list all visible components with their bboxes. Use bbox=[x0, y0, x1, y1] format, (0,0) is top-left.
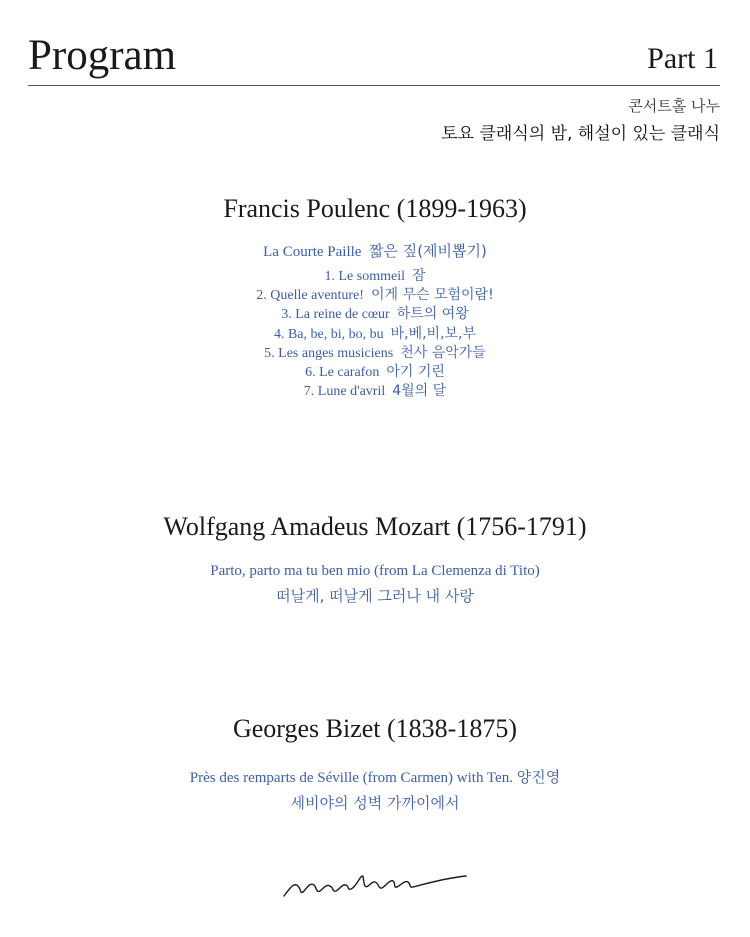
composer-name: Francis Poulenc (1899-1963) bbox=[223, 194, 527, 223]
movement-item bbox=[0, 267, 750, 286]
movement-item bbox=[0, 286, 750, 305]
movement-title: 6. Le carafon bbox=[305, 365, 380, 381]
movement-title-korean: 잠 bbox=[411, 268, 426, 284]
program-section-bizet bbox=[0, 713, 750, 813]
program-section-mozart bbox=[0, 511, 750, 606]
movement-item bbox=[0, 305, 750, 324]
movement-title-korean: 이게 무슨 모험이람! bbox=[370, 287, 494, 304]
movement-title: 1. Le sommeil bbox=[324, 269, 405, 284]
movement-item bbox=[0, 382, 750, 401]
composer-name: Wolfgang Amadeus Mozart (1756-1791) bbox=[163, 512, 587, 541]
movement-item bbox=[0, 344, 750, 363]
composer-name: Georges Bizet (1838-1875) bbox=[232, 714, 517, 743]
movement-title: 3. La reine de cœur bbox=[281, 307, 390, 323]
performer-name: 양진영 bbox=[516, 768, 561, 786]
movement-title: 4. Ba, be, bi, bo, bu bbox=[273, 326, 384, 342]
venue-name: 콘서트홀 나누 bbox=[628, 97, 720, 115]
work-title-original: Près des remparts de Séville (from Carmen) with Ten. bbox=[189, 770, 513, 786]
movement-title: 2. Quelle aventure! bbox=[256, 288, 364, 304]
signature-icon bbox=[280, 870, 470, 902]
movement-title-korean: 아기 기린 bbox=[386, 364, 445, 381]
concert-title: 토요 클래식의 밤, 해설이 있는 클래식 bbox=[441, 124, 720, 144]
work-title bbox=[0, 767, 750, 788]
movement-item bbox=[0, 363, 750, 382]
movement-title-korean: 천사 음악가들 bbox=[400, 344, 486, 361]
work-title-original: La Courte Paille bbox=[263, 244, 362, 260]
movement-title-korean: 하트의 여왕 bbox=[396, 306, 469, 323]
work-title bbox=[0, 241, 750, 262]
movement-title: 5. Les anges musiciens bbox=[264, 345, 394, 361]
work-title-korean: 짧은 짚(제비뽑기) bbox=[368, 242, 487, 260]
work-title-korean: 세비야의 성벽 가까이에서 bbox=[290, 794, 460, 812]
movement-item bbox=[0, 325, 750, 344]
program-section-poulenc bbox=[0, 193, 750, 401]
work-title-korean: 떠날게, 떠날게 그러나 내 사랑 bbox=[276, 587, 474, 605]
movement-title-korean: 4월의 달 bbox=[392, 383, 447, 400]
header-divider bbox=[28, 85, 720, 86]
work-title-original: Parto, parto ma tu ben mio (from La Clemenza di Tito) bbox=[210, 563, 540, 579]
part-label: Part 1 bbox=[647, 42, 718, 75]
movement-title: 7. Lune d'avril bbox=[303, 384, 386, 400]
movement-title-korean: 바,베,비,보,부 bbox=[390, 325, 477, 342]
page-title: Program bbox=[28, 32, 177, 79]
movement-list bbox=[0, 267, 750, 401]
